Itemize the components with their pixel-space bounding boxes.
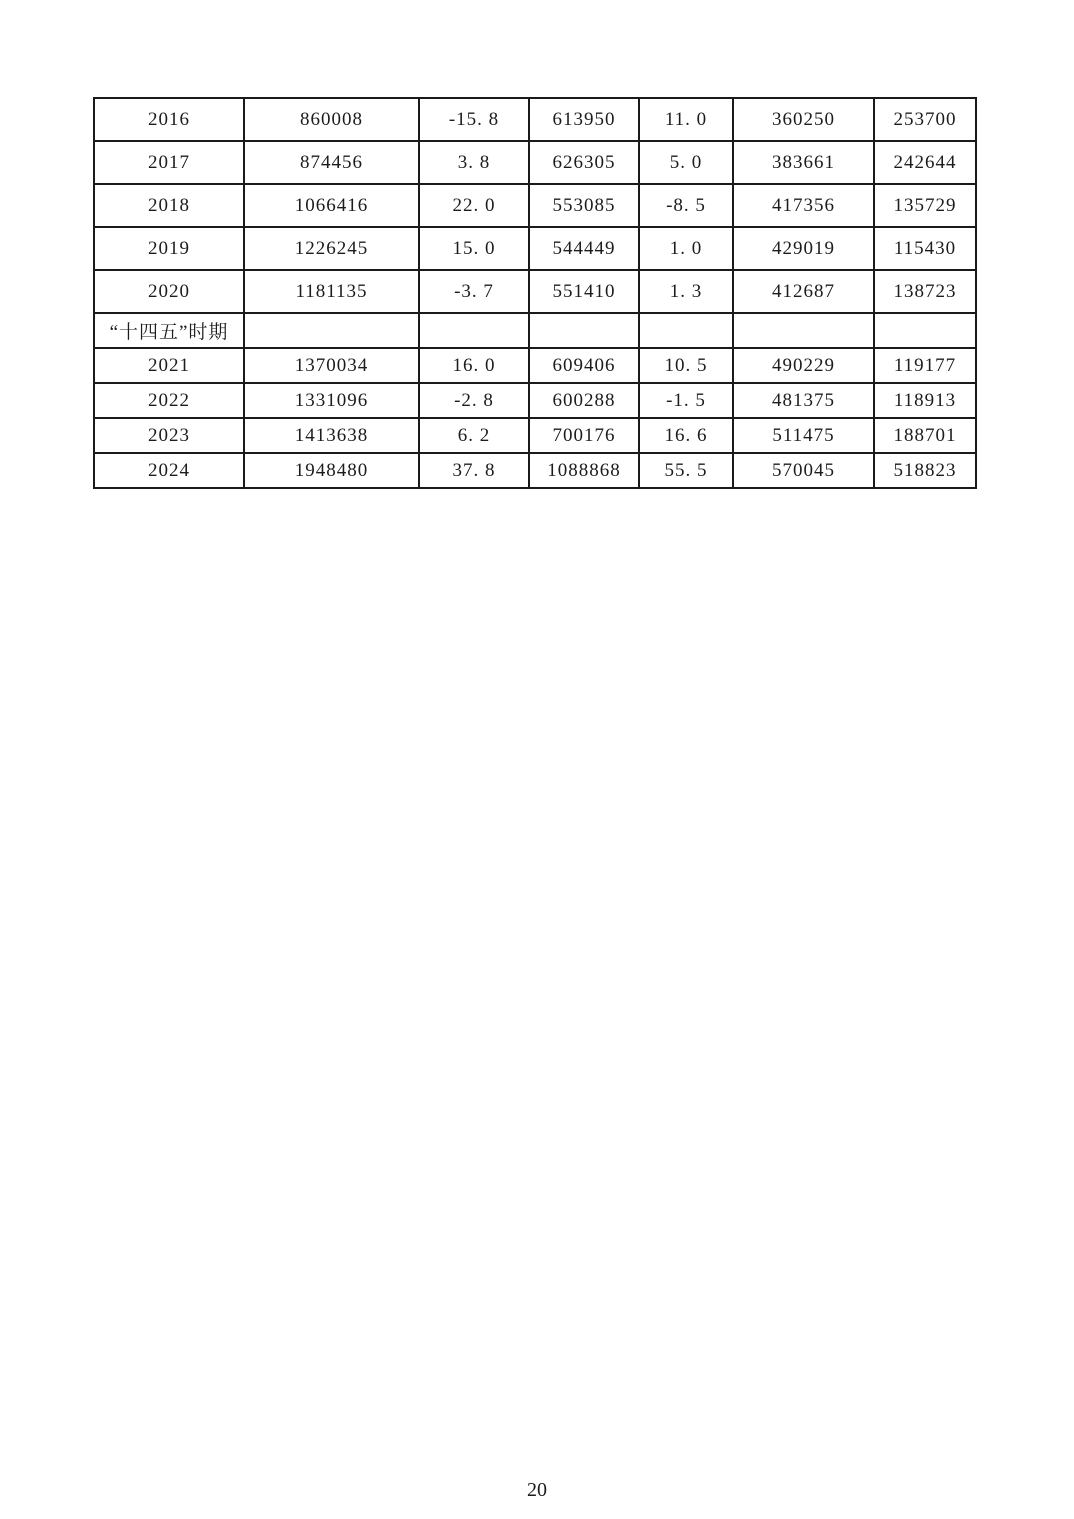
value-cell: 481375 [733,383,874,418]
value-cell: 16. 0 [419,348,529,383]
value-cell: 412687 [733,270,874,313]
row-label-cell: 2017 [94,141,244,184]
value-cell: 138723 [874,270,976,313]
row-label-cell: 2023 [94,418,244,453]
table-body [94,98,976,488]
row-label-cell: 2020 [94,270,244,313]
value-cell: 553085 [529,184,639,227]
row-label-cell: “十四五”时期 [94,313,244,348]
value-cell: -15. 8 [419,98,529,141]
table-row [94,184,976,227]
value-cell: 1. 0 [639,227,733,270]
value-cell: 1226245 [244,227,419,270]
row-label-cell: 2016 [94,98,244,141]
value-cell [529,313,639,348]
table-row [94,98,976,141]
value-cell: 253700 [874,98,976,141]
table-row [94,313,976,348]
value-cell: 242644 [874,141,976,184]
value-cell: 5. 0 [639,141,733,184]
value-cell: 570045 [733,453,874,488]
value-cell: -2. 8 [419,383,529,418]
value-cell: 551410 [529,270,639,313]
value-cell: 544449 [529,227,639,270]
value-cell: 1331096 [244,383,419,418]
value-cell: 613950 [529,98,639,141]
row-label-cell: 2019 [94,227,244,270]
value-cell: 490229 [733,348,874,383]
value-cell: 6. 2 [419,418,529,453]
value-cell: 16. 6 [639,418,733,453]
value-cell [244,313,419,348]
value-cell: 600288 [529,383,639,418]
value-cell: 1181135 [244,270,419,313]
row-label-cell: 2022 [94,383,244,418]
table-row [94,383,976,418]
value-cell [874,313,976,348]
value-cell: 874456 [244,141,419,184]
value-cell: 37. 8 [419,453,529,488]
value-cell: 1413638 [244,418,419,453]
value-cell [733,313,874,348]
value-cell: 10. 5 [639,348,733,383]
value-cell: 55. 5 [639,453,733,488]
value-cell: 118913 [874,383,976,418]
value-cell [419,313,529,348]
row-label-cell: 2018 [94,184,244,227]
value-cell: 700176 [529,418,639,453]
value-cell: 3. 8 [419,141,529,184]
value-cell: 511475 [733,418,874,453]
value-cell: -8. 5 [639,184,733,227]
row-label-cell: 2021 [94,348,244,383]
value-cell: 383661 [733,141,874,184]
value-cell: 1. 3 [639,270,733,313]
value-cell: 1066416 [244,184,419,227]
statistics-table [93,97,977,489]
value-cell: 188701 [874,418,976,453]
value-cell: 609406 [529,348,639,383]
value-cell: -1. 5 [639,383,733,418]
table-row [94,141,976,184]
table-row [94,270,976,313]
table-row [94,348,976,383]
table-row [94,418,976,453]
value-cell: 115430 [874,227,976,270]
value-cell [639,313,733,348]
table-row [94,453,976,488]
value-cell: 860008 [244,98,419,141]
value-cell: 15. 0 [419,227,529,270]
value-cell: 22. 0 [419,184,529,227]
value-cell: 518823 [874,453,976,488]
table-row [94,227,976,270]
value-cell: 360250 [733,98,874,141]
value-cell: 626305 [529,141,639,184]
value-cell: 135729 [874,184,976,227]
value-cell: -3. 7 [419,270,529,313]
page-number: 20 [527,1479,547,1501]
value-cell: 1370034 [244,348,419,383]
value-cell: 1948480 [244,453,419,488]
value-cell: 417356 [733,184,874,227]
value-cell: 429019 [733,227,874,270]
value-cell: 11. 0 [639,98,733,141]
value-cell: 119177 [874,348,976,383]
row-label-cell: 2024 [94,453,244,488]
value-cell: 1088868 [529,453,639,488]
